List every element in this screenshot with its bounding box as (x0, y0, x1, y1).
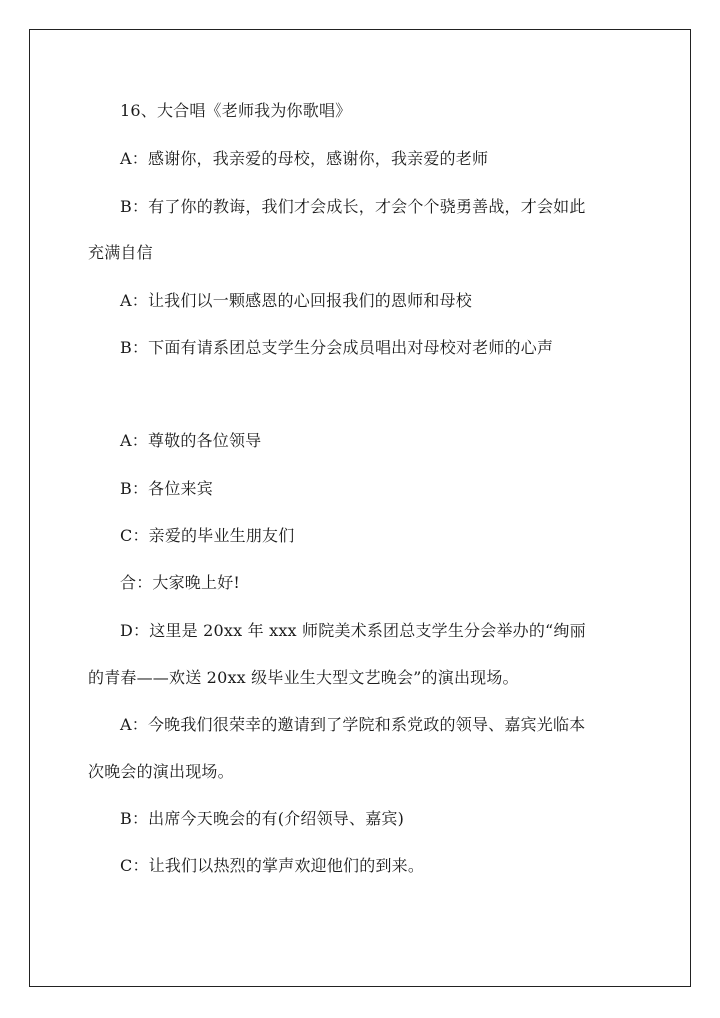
section-heading: 16、大合唱《老师我为你歌唱》 (120, 101, 352, 120)
paragraph-line: 次晚会的演出现场。 (88, 762, 234, 781)
paragraph-line: A：让我们以一颗感恩的心回报我们的恩师和母校 (120, 291, 472, 310)
paragraph-line: A：尊敬的各位领导 (120, 431, 262, 450)
paragraph-line: A：今晚我们很荣幸的邀请到了学院和系党政的领导、嘉宾光临本 (120, 715, 586, 734)
paragraph-line: B：各位来宾 (120, 479, 213, 498)
paragraph-line: A：感谢你，我亲爱的母校，感谢你，我亲爱的老师 (120, 149, 489, 168)
paragraph-line: C：让我们以热烈的掌声欢迎他们的到来。 (120, 856, 425, 875)
paragraph-line: B：下面有请系团总支学生分会成员唱出对母校对老师的心声 (120, 338, 554, 357)
paragraph-line: 充满自信 (88, 243, 153, 262)
paragraph-line: 合：大家晚上好! (120, 573, 241, 592)
paragraph-line: B：有了你的教诲，我们才会成长，才会个个骁勇善战，才会如此 (120, 197, 586, 216)
paragraph-line: D：这里是 20xx 年 xxx 师院美术系团总支学生分会举办的“绚丽 (120, 621, 586, 640)
page-border (29, 29, 691, 987)
paragraph-line: B：出席今天晚会的有(介绍领导、嘉宾) (120, 809, 405, 828)
paragraph-line: 的青春——欢送 20xx 级毕业生大型文艺晚会”的演出现场。 (88, 668, 519, 687)
paragraph-line: C：亲爱的毕业生朋友们 (120, 526, 295, 545)
